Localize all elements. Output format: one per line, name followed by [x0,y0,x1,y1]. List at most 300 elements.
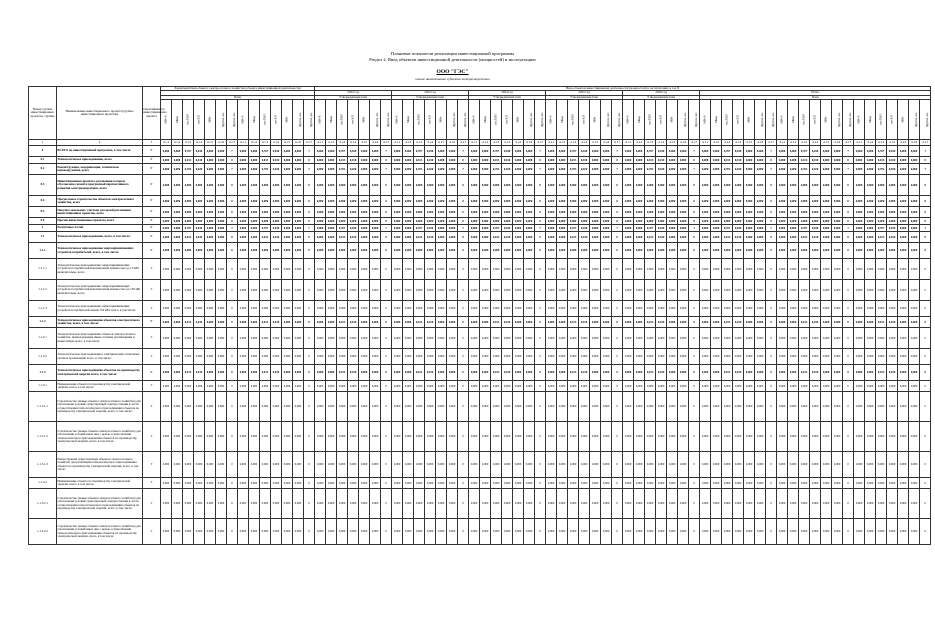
row-value: 0 [458,392,469,422]
row-value: 0,000 [172,232,183,243]
row-value: 0,000 [315,519,326,545]
row-value: 0 [535,301,546,317]
row-value: 0,000 [579,259,590,280]
column-number: 4.1.3 [337,140,348,146]
row-value: 0,000 [469,280,480,301]
row-value: 0,000 [898,365,909,381]
row-value: 0,000 [645,175,656,196]
row-value: 0,000 [887,218,898,225]
row-value: 0,000 [821,157,832,164]
row-number: 0 [29,146,57,157]
row-value: 0,000 [436,259,447,280]
row-value: 0,000 [392,349,403,365]
row-value: 0,000 [898,381,909,392]
row-value: 0,000 [315,243,326,259]
row-value: 0,000 [282,328,293,349]
row-value: 0,000 [590,232,601,243]
row-value: 0,000 [172,365,183,381]
row-value: 0,000 [469,175,480,196]
table-row [29,207,931,218]
row-value: 0,000 [865,207,876,218]
row-value: 0,000 [194,328,205,349]
row-value: 7 [304,225,315,232]
row-value: 0 [381,243,392,259]
row-value: 7 [381,164,392,175]
row-value: 0 [227,519,238,545]
row-value: 0,000 [821,259,832,280]
row-value: 0,000 [337,207,348,218]
row-value: 0,000 [865,218,876,225]
row-value: 7 [227,146,238,157]
row-value: 0,000 [755,175,766,196]
row-value: 0,000 [216,328,227,349]
row-value: 0,000 [744,146,755,157]
row-value: 0,000 [656,422,667,452]
row-value: 0,000 [436,164,447,175]
row-value: 0 [766,218,777,225]
row-value: 0,000 [755,232,766,243]
row-value: 0,000 [161,349,172,365]
header-unit: км ЛЭП [183,100,194,140]
row-value: 0,707 [568,225,579,232]
row-value: 0,000 [711,225,722,232]
row-value: 0,020 [194,164,205,175]
column-number: 4.1.3 [568,140,579,146]
row-value: 0,000 [502,243,513,259]
row-value: 0 [843,259,854,280]
row-number: 1.1.1.2 [29,280,57,301]
row-value: 0,000 [249,519,260,545]
row-value: 0,000 [678,317,689,328]
column-number: 4.1.4 [810,140,821,146]
row-value: 0,000 [733,259,744,280]
row-value: 0,000 [645,392,656,422]
row-value: 0,000 [370,349,381,365]
row-value: 0,000 [205,164,216,175]
row-value: 0,000 [645,207,656,218]
row-value: 0,000 [601,157,612,164]
row-value: 0,000 [810,478,821,489]
column-number: 4.1.4 [348,140,359,146]
row-value: 0,010 [425,317,436,328]
row-value: 0,000 [876,259,887,280]
row-value: 0,000 [282,232,293,243]
row-value: 0 [227,218,238,225]
row-value: 0,000 [590,225,601,232]
column-number: 4.1.3 [183,140,194,146]
row-value: 0,000 [326,349,337,365]
row-value: 0,000 [601,422,612,452]
row-value: 0 [689,519,700,545]
row-value: 0,000 [711,196,722,207]
row-value: 0,010 [656,317,667,328]
row-value: 0,000 [733,301,744,317]
row-value: 0 [458,519,469,545]
row-value: 0,000 [546,349,557,365]
row-value: 0 [766,365,777,381]
row-value: 0,000 [469,422,480,452]
row-value: 0,000 [832,349,843,365]
row-value: 0,000 [392,280,403,301]
row-value: 0,000 [205,175,216,196]
row-value: 0,000 [293,280,304,301]
row-value: 0 [535,365,546,381]
row-value: 0,013 [568,232,579,243]
row-value: 0,000 [854,452,865,478]
row-value: 7 [458,164,469,175]
row-value: 0,000 [909,452,920,478]
row-value: 0,000 [821,146,832,157]
row-value: 0,000 [700,225,711,232]
row-value: 0,000 [293,489,304,519]
row-value: 0,000 [854,317,865,328]
row-value: 0,000 [513,259,524,280]
row-value: 0,000 [546,280,557,301]
row-value: 0,030 [810,225,821,232]
row-value: 0,000 [788,146,799,157]
row-value: 0,000 [623,452,634,478]
row-value: 0 [689,301,700,317]
row-value: 0,000 [194,489,205,519]
row-value: 0,000 [656,452,667,478]
row-value: 0,000 [733,452,744,478]
row-value: 0,000 [634,243,645,259]
row-value: 0,000 [216,164,227,175]
row-value: 0,000 [161,452,172,478]
row-value: 0,000 [634,207,645,218]
row-value: 0 [766,328,777,349]
row-value: 0,000 [656,392,667,422]
row-value: 0,000 [337,452,348,478]
row-value: 0,020 [810,164,821,175]
header-unit: км ЛЭП [337,100,348,140]
row-value: 0 [612,381,623,392]
row-value: 0,000 [909,349,920,365]
row-number: 1.1.2.2 [29,349,57,365]
row-value: 0,000 [447,381,458,392]
row-value: 0,013 [260,157,271,164]
row-value: 0 [766,478,777,489]
row-value: 0 [535,519,546,545]
row-value: 0,013 [337,157,348,164]
row-value: 0,000 [876,328,887,349]
row-value: 0,000 [909,243,920,259]
row-value: 0,000 [700,519,711,545]
row-value: 0,000 [854,164,865,175]
row-value: 0,000 [293,301,304,317]
row-value: 0,000 [777,207,788,218]
row-value: 0,000 [348,349,359,365]
row-value: 0,000 [700,365,711,381]
row-value: 0,000 [491,175,502,196]
row-value: 0,000 [359,301,370,317]
row-value: 0 [458,175,469,196]
row-value: 0,000 [161,365,172,381]
row-value: 0,000 [216,280,227,301]
row-value: 0,013 [491,157,502,164]
row-project-id: Г [143,452,161,478]
row-value: 7 [689,146,700,157]
row-value: 0,000 [678,489,689,519]
row-value: 0,000 [238,164,249,175]
row-value: 0,000 [524,365,535,381]
row-value: 0,000 [480,349,491,365]
row-value: 0,000 [755,317,766,328]
header-subgroup: Утвержденный план [546,95,623,99]
row-value: 0,000 [216,478,227,489]
row-value: 0,000 [172,381,183,392]
row-value: 0,000 [370,175,381,196]
row-value: 7 [920,164,931,175]
row-value: 0,013 [260,317,271,328]
row-value: 0,000 [667,422,678,452]
row-value: 0,000 [238,422,249,452]
row-value: 0,000 [799,392,810,422]
row-value: 0,000 [590,157,601,164]
row-value: 0,000 [601,243,612,259]
row-value: 0,000 [568,349,579,365]
row-value: 0,000 [491,259,502,280]
row-project-id: Г [143,196,161,207]
row-value: 0,000 [601,196,612,207]
row-value: 0,000 [623,259,634,280]
row-value: 0 [381,207,392,218]
column-number: 4.1.4 [656,140,667,146]
row-value: 0,000 [821,489,832,519]
row-value: 0,000 [601,225,612,232]
row-value: 0 [381,232,392,243]
row-value: 0,000 [315,489,326,519]
row-value: 0,000 [700,218,711,225]
row-value: 0,000 [315,392,326,422]
row-project-id: Г [143,207,161,218]
row-value: 0,707 [337,146,348,157]
row-value: 0,000 [854,146,865,157]
row-value: 0,000 [799,243,810,259]
row-value: 0 [227,381,238,392]
header-unit: МВт [359,100,370,140]
row-value: 0 [458,207,469,218]
row-value: 0,000 [645,452,656,478]
row-value: 0,013 [337,232,348,243]
row-value: 0,000 [436,392,447,422]
row-value: 0,000 [711,207,722,218]
row-value: 0,000 [205,392,216,422]
row-value: 0,000 [876,489,887,519]
row-value: 0,000 [832,519,843,545]
row-project-id: Г [143,489,161,519]
row-number: 1.1.2 [29,317,57,328]
row-value: 0,000 [238,196,249,207]
row-value: 0,000 [854,259,865,280]
row-value: 0 [766,157,777,164]
row-value: 0,000 [238,175,249,196]
row-project-id: Г [143,225,161,232]
column-number: 4.1.3 [491,140,502,146]
row-value: 0,000 [711,301,722,317]
row-value: 0,000 [524,328,535,349]
row-value: 0,000 [623,146,634,157]
row-value: 0 [689,328,700,349]
row-value: 0,000 [887,207,898,218]
header-unit: Другое, шт. [689,100,700,140]
column-number: 4.1.6 [524,140,535,146]
row-value: 0,000 [436,157,447,164]
row-value: 0,000 [249,232,260,243]
row-value: 0,000 [161,146,172,157]
row-value: 0,000 [502,519,513,545]
row-value: 0,000 [238,365,249,381]
row-value: 0,000 [370,452,381,478]
row-value: 0,000 [634,422,645,452]
row-value: 0,000 [590,317,601,328]
row-project-name: Технологическое присоединение объектов электросетевого хозяйства, принадлежащих иным сетевым организациям и иным лицам, всего, в том числе: [57,328,143,349]
row-value: 0,000 [909,317,920,328]
row-value: 0,707 [876,146,887,157]
row-value: 0,030 [733,146,744,157]
table-row [29,157,931,164]
row-value: 0,000 [326,259,337,280]
row-value: 0,000 [700,452,711,478]
row-value: 0,000 [788,243,799,259]
row-value: 0,000 [447,243,458,259]
row-value: 0,000 [513,365,524,381]
row-value: 7 [766,146,777,157]
column-number: 4.1.6 [447,140,458,146]
row-value: 0,000 [403,519,414,545]
row-value: 0,703 [414,164,425,175]
column-number: 4.1.4 [733,140,744,146]
row-value: 0 [458,218,469,225]
row-value: 0,000 [205,452,216,478]
row-value: 0,000 [755,519,766,545]
row-value: 0,000 [876,392,887,422]
row-value: 0,000 [469,317,480,328]
row-value: 0,000 [623,301,634,317]
row-number: 1.1.3 [29,365,57,381]
row-value: 0,000 [711,365,722,381]
row-value: 0,000 [777,175,788,196]
row-project-id: Г [143,301,161,317]
row-value: 0,000 [260,175,271,196]
row-value: 0 [843,519,854,545]
row-value: 0,000 [172,317,183,328]
row-value: 0 [535,280,546,301]
row-value: 0,000 [623,349,634,365]
row-value: 0,000 [788,519,799,545]
row-value: 0,000 [865,381,876,392]
row-value: 0,000 [436,196,447,207]
column-number: 4.1.3 [260,140,271,146]
row-value: 0,000 [788,175,799,196]
row-value: 0,000 [634,328,645,349]
row-value: 0,000 [491,328,502,349]
row-value: 0,000 [546,489,557,519]
row-value: 0,000 [865,317,876,328]
row-project-id: Г [143,328,161,349]
row-value: 0,000 [601,478,612,489]
row-value: 0 [766,489,777,519]
row-value: 0,000 [172,422,183,452]
row-value: 0 [920,259,931,280]
row-value: 0,000 [359,243,370,259]
row-value: 0,000 [524,243,535,259]
row-value: 0,000 [557,328,568,349]
row-value: 0,000 [194,519,205,545]
row-value: 0,000 [788,301,799,317]
row-value: 0 [304,207,315,218]
row-value: 0,000 [799,381,810,392]
row-value: 0,000 [777,146,788,157]
row-value: 0,000 [590,175,601,196]
row-value: 0,000 [832,175,843,196]
row-value: 0 [766,280,777,301]
row-value: 0,000 [315,381,326,392]
row-value: 0,000 [744,519,755,545]
row-value: 0,000 [777,196,788,207]
row-value: 0,000 [799,301,810,317]
column-number: 4.1.2 [480,140,491,146]
row-value: 0,000 [634,381,645,392]
row-value: 0,013 [491,365,502,381]
row-value: 0,000 [392,478,403,489]
row-value: 0,000 [865,489,876,519]
header-unit: км КЛ [579,100,590,140]
row-value: 0,000 [821,280,832,301]
row-value: 0,000 [788,478,799,489]
row-project-id: Г [143,146,161,157]
row-value: 0,000 [601,146,612,157]
row-value: 0,000 [634,392,645,422]
row-value: 0,000 [634,196,645,207]
row-value: 0,000 [447,225,458,232]
header-unit: Мвар [865,100,876,140]
column-number: 4.1.5 [821,140,832,146]
column-number: 1 [29,140,57,146]
header-project-name: Наименование инвестиционного проекта (группы инвестиционных проектов) [57,87,143,140]
row-value: 0,000 [370,422,381,452]
row-value: 0,000 [370,301,381,317]
row-value: 0,000 [271,392,282,422]
row-value: 0,000 [172,478,183,489]
row-value: 0,000 [546,218,557,225]
row-value: 0,000 [590,280,601,301]
column-number: 4.1.1 [854,140,865,146]
row-value: 0,000 [260,280,271,301]
row-value: 0,000 [854,422,865,452]
header-subgroup: Утвержденный план [623,95,700,99]
row-value: 0,000 [601,519,612,545]
row-value: 0,000 [678,146,689,157]
row-value: 0,000 [392,365,403,381]
row-value: 0,000 [601,392,612,422]
row-value: 0,000 [513,381,524,392]
row-value: 0,000 [744,164,755,175]
row-value: 0,000 [711,422,722,452]
row-value: 0,000 [733,422,744,452]
header-unit: км ЛЭП [260,100,271,140]
row-value: 0,000 [370,225,381,232]
row-value: 0 [612,207,623,218]
row-value: 0 [920,157,931,164]
row-value: 0 [535,381,546,392]
row-value: 0 [535,317,546,328]
row-value: 0,000 [887,422,898,452]
row-value: 0,000 [480,146,491,157]
column-number: 4.1.7 [843,140,854,146]
row-project-id: Г [143,232,161,243]
row-value: 0,000 [832,218,843,225]
